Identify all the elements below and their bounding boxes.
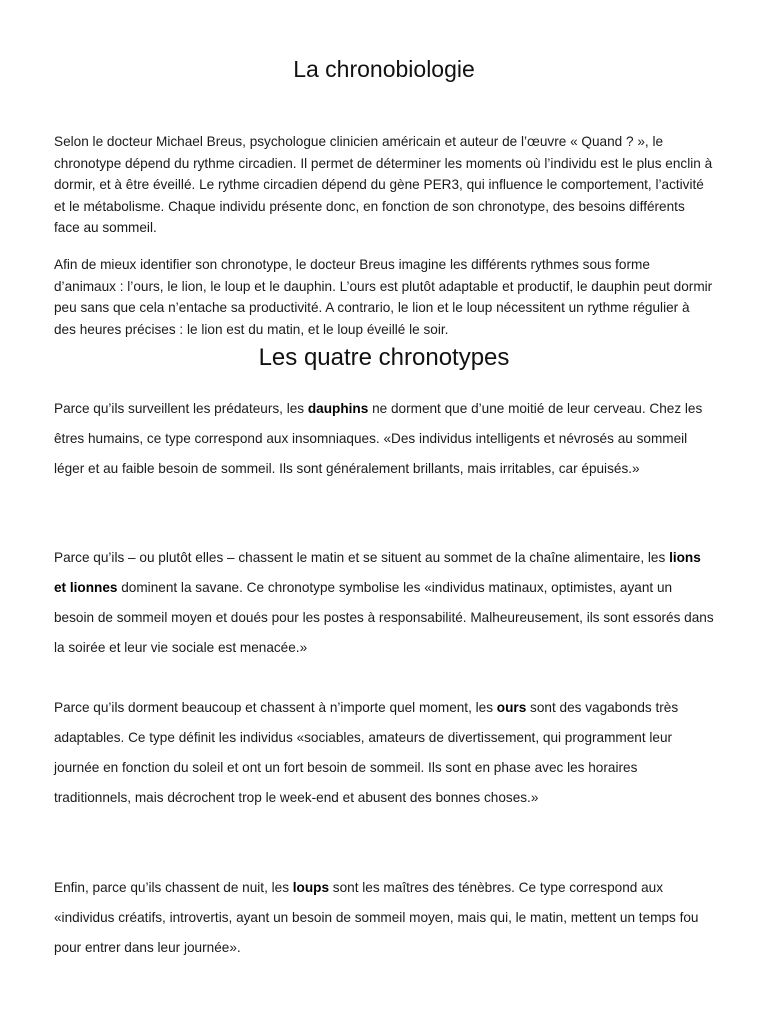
document-page [54, 0, 714, 1024]
intro-paragraph-animals: Afin de mieux identifier son chronotype, le docteur Breus imagine les différents rythmes sous forme d’animaux : l’ours, le lion, le loup et le dauphin. L’ours est plutôt adaptable et productif, le dauphin peut dormir peu sans que cela n’entache sa productivité. A contrario, le lion et le loup nécessitent un rythme régulier à des heures précises : le lion est du matin, et le loup éveillé le soir. [54, 257, 713, 337]
intro-paragraph-breus: Selon le docteur Michael Breus, psychologue clinicien américain et auteur de l’œuvre « Quand ? », le chronotype dépend du rythme circadien. Il permet de déterminer les moments où l’individu est le plus enclin à dormir, et à être éveillé. Le rythme circadien dépend du gène PER3, qui influence le comportement, l’activité et le métabolisme. Chaque individu présente donc, en fonction de son chronotype, des besoins différents face au sommeil. [54, 134, 713, 235]
dauphins-text-after: ne dorment que d’une moitié de leur cerveau. Chez les êtres humains, ce type correspond aux insomniaques. «Des individus intelligents et névrosés au sommeil léger et au faible besoin de sommeil. Ils sont généralement brillants, mais irritables, car épuisés.» [54, 401, 703, 476]
dauphins-text-before: Parce qu’ils surveillent les prédateurs, les [54, 401, 308, 416]
paragraph-dauphins [54, 394, 714, 484]
paragraph-loups [54, 873, 714, 963]
lions-keyword: lions et lionnes [54, 550, 701, 595]
lions-text-before: Parce qu’ils – ou plutôt elles – chassent le matin et se situent au sommet de la chaîne alimentaire, les [54, 550, 670, 565]
dauphins-keyword: dauphins [307, 401, 369, 416]
loups-text-after: sont les maîtres des ténèbres. Ce type correspond aux «individus créatifs, introvertis, ayant un besoin de sommeil moyen, mais qui, le matin, mettent un temps fou pour entrer dans leur journée». [54, 880, 699, 955]
loups-text-before: Enfin, parce qu’ils chassent de nuit, les [54, 880, 293, 895]
ours-keyword: ours [496, 700, 527, 715]
lions-text-after: dominent la savane. Ce chronotype symbolise les «individus matinaux, optimistes, ayant un besoin de sommeil moyen et doués pour les postes à responsabilité. Malheureusement, ils sont essorés dans la soirée et leur vie sociale est menacée.» [54, 580, 714, 655]
paragraph-ours [54, 693, 714, 813]
paragraph-lions [54, 543, 714, 663]
page-title: La chronobiologie [293, 56, 475, 82]
loups-keyword: loups [292, 880, 330, 895]
section-title: Les quatre chronotypes [258, 344, 510, 371]
ours-text-after: sont des vagabonds très adaptables. Ce type définit les individus «sociables, amateurs de divertissement, qui programment leur journée en fonction du soleil et ont un fort besoin de sommeil. Ils sont en phase avec les horaires traditionnels, mais décrochent trop le week-end et abusent des bonnes choses.» [54, 700, 679, 805]
ours-text-before: Parce qu’ils dorment beaucoup et chassent à n’importe quel moment, les [54, 700, 497, 715]
